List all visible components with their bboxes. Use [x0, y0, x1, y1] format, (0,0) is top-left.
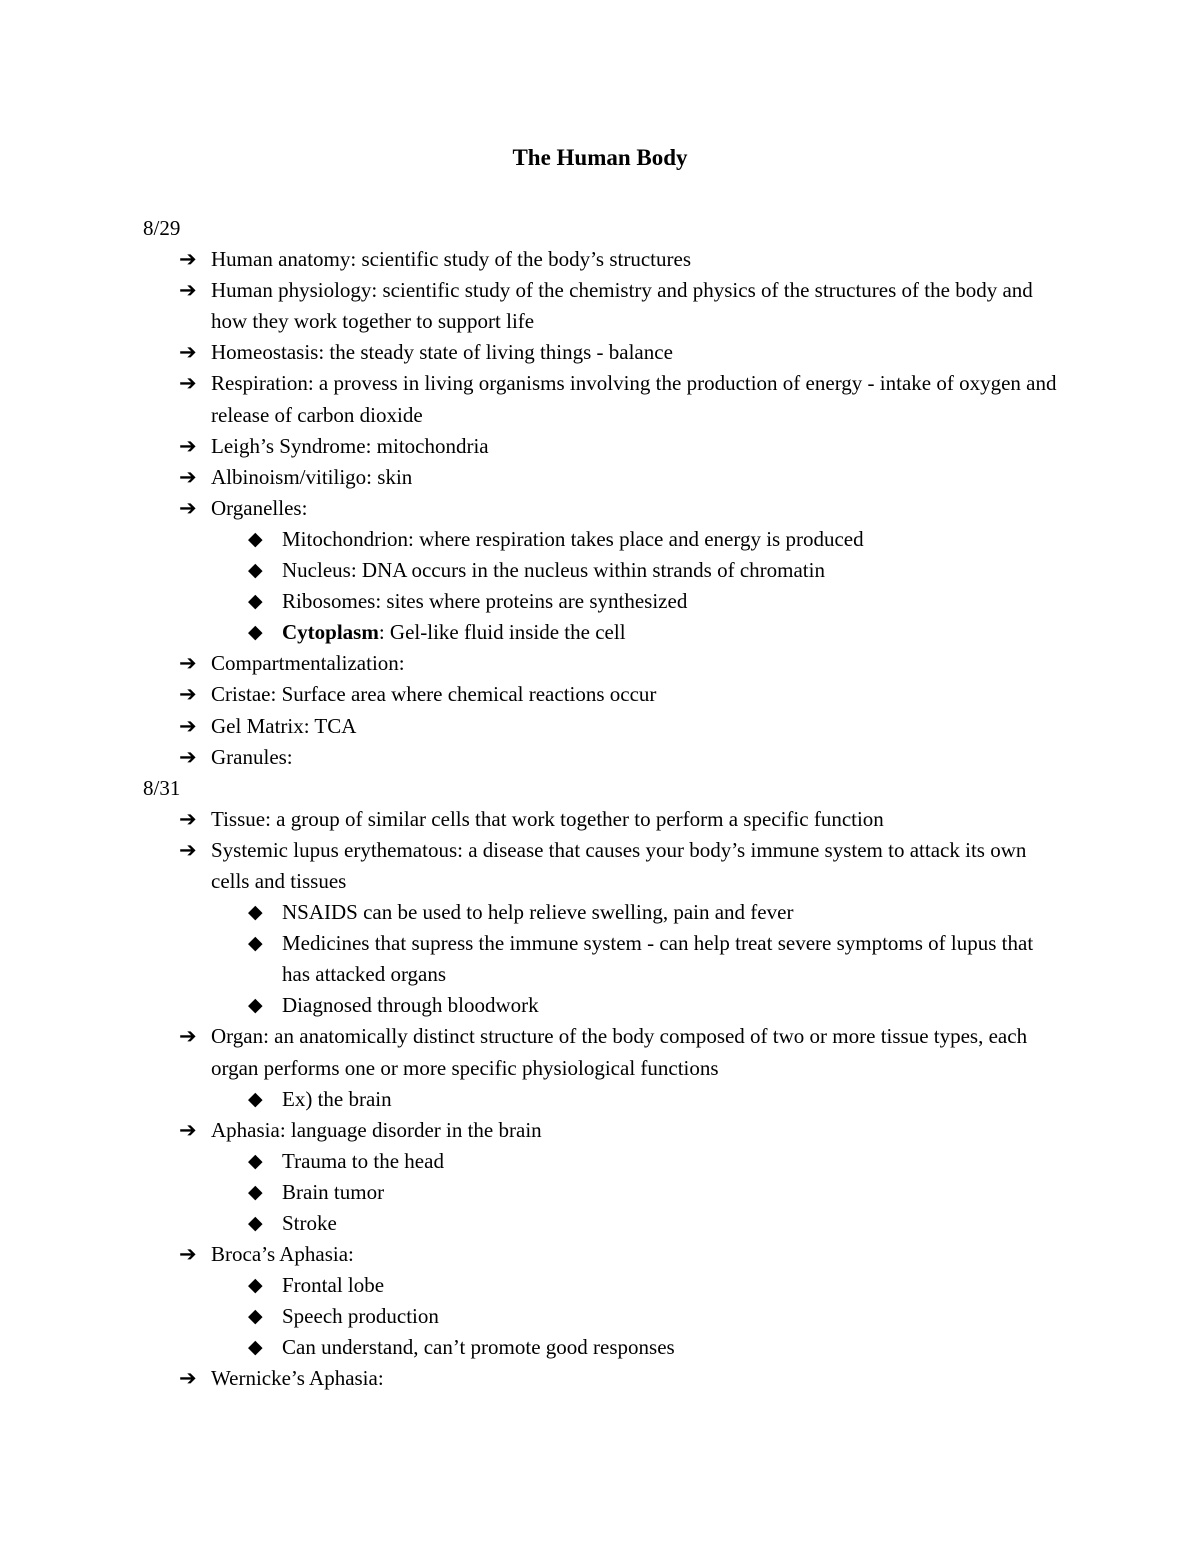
notes-section	[143, 213, 1063, 773]
list-item	[143, 679, 1063, 710]
page-title: The Human Body	[512, 145, 688, 170]
sub-list-item	[143, 586, 1063, 617]
list-item	[143, 1363, 1063, 1394]
sub-list-item-text: Ribosomes: sites where proteins are synthesized	[282, 589, 688, 614]
list-item-text: Granules:	[211, 744, 293, 769]
sub-list-item	[143, 1146, 1063, 1177]
sub-list-item-text: Stroke	[282, 1211, 337, 1235]
section-date: 8/31	[143, 775, 181, 800]
sub-list-item	[143, 1084, 1063, 1115]
sub-list-item-text: Mitochondrion: where respiration takes place and energy is produced	[282, 526, 864, 551]
list-item	[143, 835, 1063, 897]
diamond-bullet-icon: ◆	[248, 1306, 263, 1328]
diamond-bullet-icon: ◆	[248, 1181, 263, 1203]
sub-list-item-text: Nucleus: DNA occurs in the nucleus within strands of chromatin	[282, 558, 825, 583]
sub-list-item	[143, 555, 1063, 586]
arrow-right-icon: ➔	[179, 713, 197, 738]
notes-body	[143, 213, 1063, 1395]
arrow-right-icon: ➔	[179, 837, 197, 862]
diamond-bullet-icon: ◆	[248, 933, 263, 955]
sub-list-item	[143, 524, 1063, 555]
arrow-right-icon: ➔	[179, 1024, 197, 1049]
list-item	[143, 337, 1063, 368]
diamond-bullet-icon: ◆	[248, 995, 263, 1017]
list-item-text: Leigh’s Syndrome: mitochondria	[211, 433, 489, 458]
section-date: 8/29	[143, 216, 181, 240]
list-item-text: Albinoism/vitiligo: skin	[211, 464, 413, 489]
sub-list-item	[143, 1270, 1063, 1301]
list-item-text: Gel Matrix: TCA	[211, 713, 357, 738]
sub-list-item	[143, 990, 1063, 1021]
arrow-right-icon: ➔	[179, 433, 197, 458]
list-item	[143, 244, 1063, 275]
notes-section	[143, 773, 1063, 1395]
sub-list-item	[143, 928, 1063, 990]
diamond-bullet-icon: ◆	[248, 1150, 263, 1172]
arrow-right-icon: ➔	[179, 1242, 197, 1267]
list-item-text: Human physiology: scientific study of the chemistry and physics of the structures of the body and how they work together to support life	[211, 278, 1033, 334]
list-item-text: Systemic lupus erythematous: a disease that causes your body’s immune system to attack its own cells and tissues	[211, 837, 1027, 893]
list-item	[143, 368, 1063, 430]
diamond-bullet-icon: ◆	[248, 1088, 263, 1110]
list-item-text: Wernicke’s Aphasia:	[211, 1366, 384, 1391]
list-item-text: Organelles:	[211, 495, 308, 520]
arrow-right-icon: ➔	[179, 495, 197, 520]
sub-list-item-text: Ex) the brain	[282, 1086, 392, 1111]
diamond-bullet-icon: ◆	[248, 1337, 263, 1359]
arrow-right-icon: ➔	[179, 1117, 197, 1142]
sub-list-item-text: Speech production	[282, 1304, 439, 1329]
arrow-right-icon: ➔	[179, 340, 197, 365]
list-item	[143, 275, 1063, 337]
list-item	[143, 1115, 1063, 1146]
sub-list-item-text: Can understand, can’t promote good responses	[282, 1335, 675, 1360]
diamond-bullet-icon: ◆	[248, 902, 263, 924]
list-item	[143, 431, 1063, 462]
arrow-right-icon: ➔	[179, 278, 197, 303]
diamond-bullet-icon: ◆	[248, 622, 263, 644]
list-item	[143, 711, 1063, 742]
sub-list-item	[143, 1301, 1063, 1332]
sub-list-item-term: Cytoplasm	[282, 620, 379, 645]
arrow-right-icon: ➔	[179, 247, 197, 272]
diamond-bullet-icon: ◆	[248, 528, 263, 550]
list-item-text: Compartmentalization:	[211, 651, 405, 676]
sub-list-item	[143, 1208, 1063, 1239]
list-item	[143, 648, 1063, 679]
sub-list-item-text: Frontal lobe	[282, 1273, 385, 1298]
arrow-right-icon: ➔	[179, 1366, 197, 1391]
sub-list-item-text: Diagnosed through bloodwork	[282, 993, 539, 1018]
list-item-text: Broca’s Aphasia:	[211, 1242, 354, 1267]
diamond-bullet-icon: ◆	[248, 1213, 263, 1234]
sub-list-item	[143, 897, 1063, 928]
sub-list-item-text: Brain tumor	[282, 1179, 385, 1204]
list-item-text: Human anatomy: scientific study of the body’s structures	[211, 247, 691, 272]
diamond-bullet-icon: ◆	[248, 591, 263, 613]
list-item-text: Tissue: a group of similar cells that work together to perform a specific function	[211, 806, 884, 831]
sub-list-item	[143, 617, 1063, 648]
diamond-bullet-icon: ◆	[248, 1275, 263, 1297]
list-item	[143, 462, 1063, 493]
arrow-right-icon: ➔	[179, 651, 197, 676]
arrow-right-icon: ➔	[179, 682, 197, 707]
sub-list-item-text: Medicines that supress the immune system - can help treat severe symptoms of lupus that has attacked organs	[282, 931, 1034, 987]
sub-list-item	[143, 1177, 1063, 1208]
list-item-text: Homeostasis: the steady state of living things - balance	[211, 340, 673, 365]
arrow-right-icon: ➔	[179, 371, 197, 396]
sub-list-item-text: Trauma to the head	[282, 1148, 444, 1173]
list-item-text: Cristae: Surface area where chemical reactions occur	[211, 682, 657, 707]
list-item	[143, 1021, 1063, 1083]
arrow-right-icon: ➔	[179, 806, 197, 831]
list-item-text: Respiration: a provess in living organisms involving the production of energy - intake of oxygen and release of carbon dioxide	[211, 371, 1057, 427]
arrow-right-icon: ➔	[179, 464, 197, 489]
list-item	[143, 804, 1063, 835]
list-item	[143, 493, 1063, 524]
list-item	[143, 1239, 1063, 1270]
sub-list-item	[143, 1332, 1063, 1363]
sub-list-item-text: NSAIDS can be used to help relieve swelling, pain and fever	[282, 900, 794, 925]
diamond-bullet-icon: ◆	[248, 560, 263, 582]
arrow-right-icon: ➔	[179, 744, 197, 769]
list-item-text: Aphasia: language disorder in the brain	[211, 1117, 542, 1142]
sub-list-item-text: : Gel-like fluid inside the cell	[378, 620, 626, 645]
list-item-text: Organ: an anatomically distinct structure of the body composed of two or more tissue types, each organ performs one or more specific physiological functions	[211, 1024, 1028, 1080]
list-item	[143, 742, 1063, 773]
